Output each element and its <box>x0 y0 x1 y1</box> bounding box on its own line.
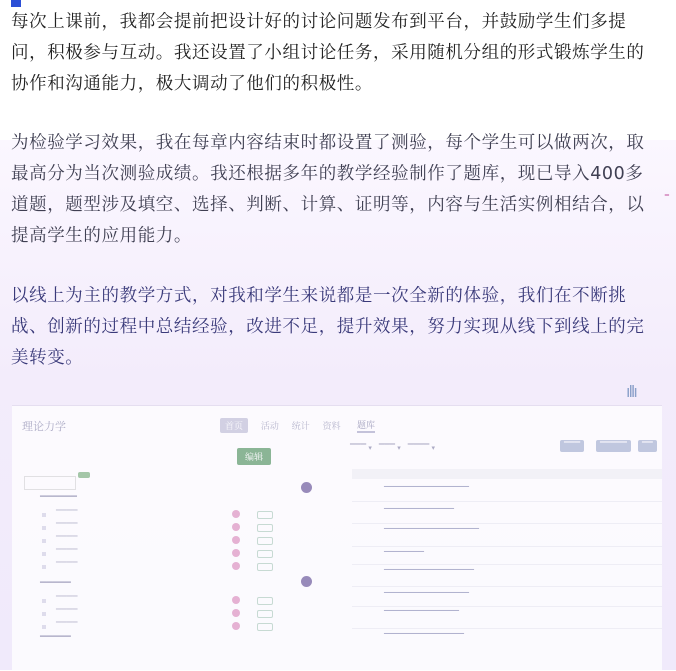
tab-materials: 资料 <box>322 422 341 432</box>
list-item: ▔▔▔▔ <box>42 562 282 572</box>
chapter-heading: ▔▔▔▔▔ <box>40 582 71 591</box>
divider <box>352 546 662 547</box>
toolbar-button: ▔▔ <box>638 440 657 452</box>
table-row: ▔▔▔▔▔▔▔▔▔▔▔▔▔▔▔ <box>384 610 459 618</box>
divider <box>352 586 662 587</box>
list-item: ▔▔▔▔ <box>42 622 282 632</box>
embedded-platform-screenshot <box>12 405 662 671</box>
table-row: ▔▔▔▔▔▔▔▔▔▔▔▔▔▔▔▔▔ <box>384 592 469 600</box>
course-tabs <box>220 418 351 433</box>
divider <box>352 523 662 524</box>
divider <box>352 564 662 565</box>
accent-bar <box>11 0 21 7</box>
table-row: ▔▔▔▔▔▔▔▔▔▔▔▔▔▔ <box>384 508 454 516</box>
avatar <box>301 482 312 493</box>
course-title: 理论力学 <box>22 420 66 433</box>
list-item: ▔▔▔▔ <box>42 536 282 546</box>
sparkle-icon: ıllı <box>626 382 636 401</box>
table-row: ▔▔▔▔▔▔▔▔ <box>384 551 424 559</box>
green-tag <box>78 472 90 478</box>
table-row: ▔▔▔▔▔▔▔▔▔▔▔▔▔▔▔▔▔▔ <box>384 569 474 577</box>
table-header <box>352 469 662 479</box>
toolbar-button: ▔▔▔▔▔ <box>596 440 631 452</box>
paragraph-online-teaching: 以线上为主的教学方式，对我和学生来说都是一次全新的体验，我们在不断挑战、创新的过程中总结经验，改进不足，提升效果，努力实现从线下到线上的完美转变。 <box>11 286 645 368</box>
table-row: ▔▔▔▔▔▔▔▔▔▔▔▔▔▔▔▔ <box>384 633 464 641</box>
paragraph-quiz: 为检验学习效果，我在每章内容结束时都设置了测验，每个学生可以做两次，取最高分为当次测验成绩。我还根据多年的教学经验制作了题库，现已导入400多道题，题型涉及填空、选择、判断、计算、证明等，内容与生活实例相结合，以提高学生的应用能力。 <box>11 133 645 246</box>
divider <box>352 628 662 629</box>
filter-bar: ▔▔▔ ▾ ▔▔▔ ▾ ▔▔▔▔ ▾ <box>350 444 436 452</box>
table-row: ▔▔▔▔▔▔▔▔▔▔▔▔▔▔▔▔▔ <box>384 486 469 494</box>
list-item: ▔▔▔▔ <box>42 549 282 559</box>
avatar <box>301 576 312 587</box>
list-item: ▔▔▔▔ <box>42 523 282 533</box>
divider <box>352 501 662 502</box>
class-select <box>24 476 76 490</box>
paragraph-discussion: 每次上课前，我都会提前把设计好的讨论问题发布到平台，并鼓励学生们多提问，积极参与互动。我还设置了小组讨论任务，采用随机分组的形式锻炼学生的协作和沟通能力，极大调动了他们的积极性。 <box>11 12 645 94</box>
list-item: ▔▔▔▔ <box>42 510 282 520</box>
table-row: ▔▔▔▔▔▔▔▔▔▔▔▔▔▔▔▔▔▔▔ <box>384 528 479 536</box>
decorative-mark: ⁼ <box>664 190 670 203</box>
divider <box>352 606 662 607</box>
tab-question-bank: 题库 <box>357 418 375 433</box>
chapter-heading: ▔▔▔▔▔ <box>40 636 71 645</box>
tab-activity: 活动 <box>260 422 279 432</box>
edit-button: 编辑 <box>237 448 271 465</box>
tab-home: 首页 <box>220 418 248 433</box>
list-item: ▔▔▔▔ <box>42 609 282 619</box>
toolbar-button: ▔▔▔ <box>560 440 584 452</box>
chapter-heading: ▔▔▔▔▔▔ <box>40 496 77 505</box>
list-item: ▔▔▔▔ <box>42 596 282 606</box>
tab-stats: 统计 <box>291 422 310 432</box>
